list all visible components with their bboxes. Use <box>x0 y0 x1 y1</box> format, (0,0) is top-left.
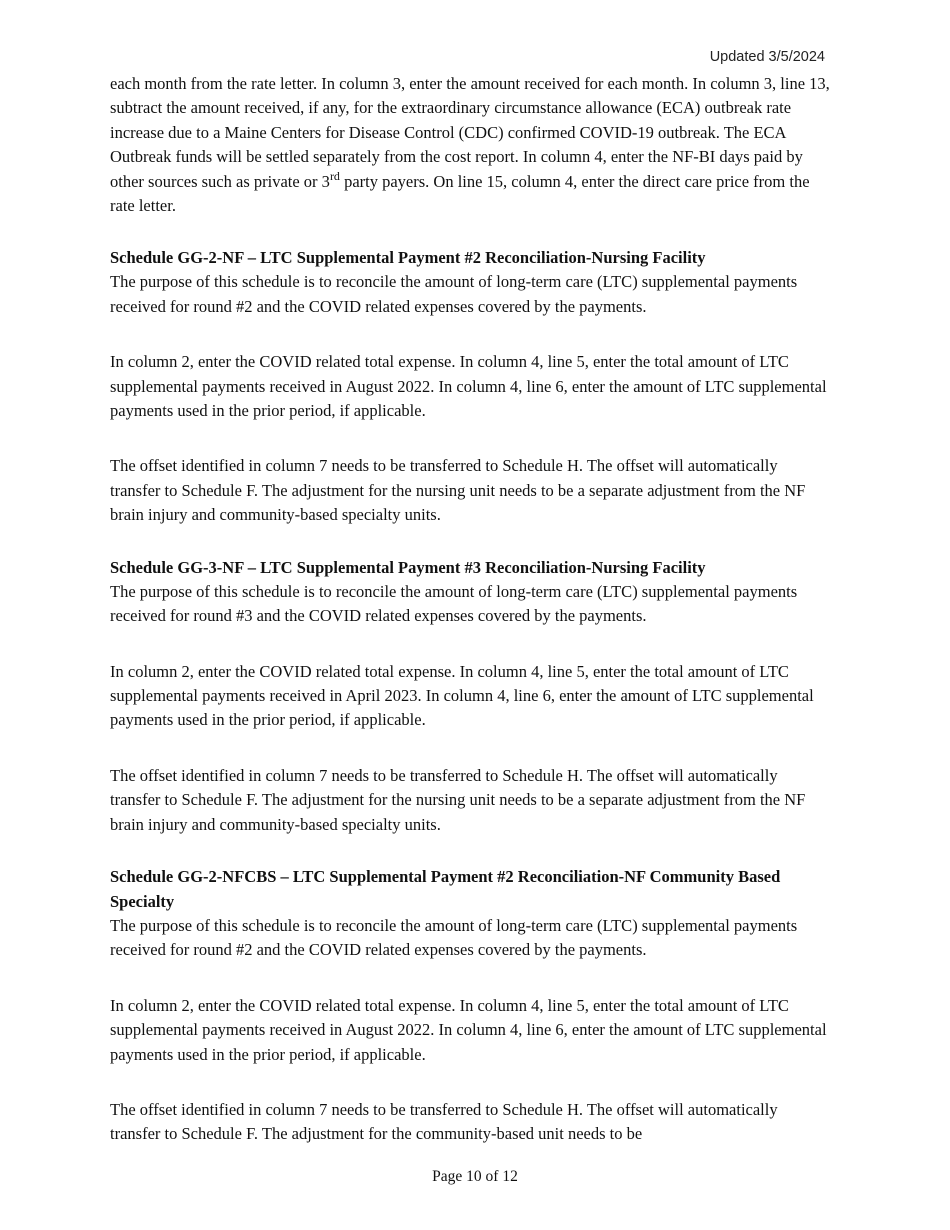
intro-text-after-sup: party payers. On line 15, column 4, enter the direct care price from the rate letter. <box>110 171 810 216</box>
ordinal-superscript: rd <box>329 168 340 183</box>
section-purpose: The purpose of this schedule is to reconcile the amount of long-term care (LTC) supplemental payments received for round #3 and the COVID related expenses covered by the payments. <box>110 581 798 626</box>
section-purpose: The purpose of this schedule is to reconcile the amount of long-term care (LTC) supplemental payments received for round #2 and the COVID related expenses covered by the payments. <box>110 915 798 960</box>
section-offset: The offset identified in column 7 needs to be transferred to Schedule H. The offset will automatically transfer to Schedule F. The adjustment for the community-based unit needs to be <box>110 1099 778 1144</box>
intro-paragraph <box>110 72 830 218</box>
section-instructions: In column 2, enter the COVID related total expense. In column 4, line 5, enter the total amount of LTC supplemental payments received in August 2022. In column 4, line 6, enter the amount of LTC supplemental payments used in the prior period, if applicable. <box>110 995 827 1064</box>
page-content <box>110 72 830 1147</box>
section-instructions: In column 2, enter the COVID related total expense. In column 4, line 5, enter the total amount of LTC supplemental payments received in April 2023. In column 4, line 6, enter the amount of LTC supplemental payments used in the prior period, if applicable. <box>110 661 814 730</box>
updated-date: Updated 3/5/2024 <box>709 49 825 65</box>
section-purpose: The purpose of this schedule is to reconcile the amount of long-term care (LTC) supplemental payments received for round #2 and the COVID related expenses covered by the payments. <box>110 272 798 316</box>
section-heading: Schedule GG-3-NF – LTC Supplemental Payment #3 Reconciliation-Nursing Facility <box>110 557 706 577</box>
page-number: Page 10 of 12 <box>432 1168 518 1185</box>
intro-text-before-sup: each month from the rate letter. In column 3, enter the amount received for each month. In column 3, line 13, subtract the amount received, if any, for the extraordinary circumstance allowance (ECA) outbreak rate increase due to a Maine Centers for Disease Control (CDC) confirmed COVID-19 outbreak. The ECA Outbreak funds will be settled separately from the cost report. In column 4, enter the NF-BI days paid by other sources such as private or 3 <box>110 74 830 191</box>
section-offset: The offset identified in column 7 needs to be transferred to Schedule H. The offset will automatically transfer to Schedule F. The adjustment for the nursing unit needs to be a separate adjustment from the NF brain injury and community-based specialty units. <box>110 765 806 834</box>
section-instructions: In column 2, enter the COVID related total expense. In column 4, line 5, enter the total amount of LTC supplemental payments received in August 2022. In column 4, line 6, enter the amount of LTC supplemental payments used in the prior period, if applicable. <box>110 352 827 421</box>
section-heading: Schedule GG-2-NF – LTC Supplemental Payment #2 Reconciliation-Nursing Facility <box>110 248 706 268</box>
section-offset: The offset identified in column 7 needs to be transferred to Schedule H. The offset will automatically transfer to Schedule F. The adjustment for the nursing unit needs to be a separate adjustment from the NF brain injury and community-based specialty units. <box>110 456 806 525</box>
section-heading: Schedule GG-2-NFCBS – LTC Supplemental Payment #2 Reconciliation-NF Community Based Specialty <box>110 866 781 911</box>
